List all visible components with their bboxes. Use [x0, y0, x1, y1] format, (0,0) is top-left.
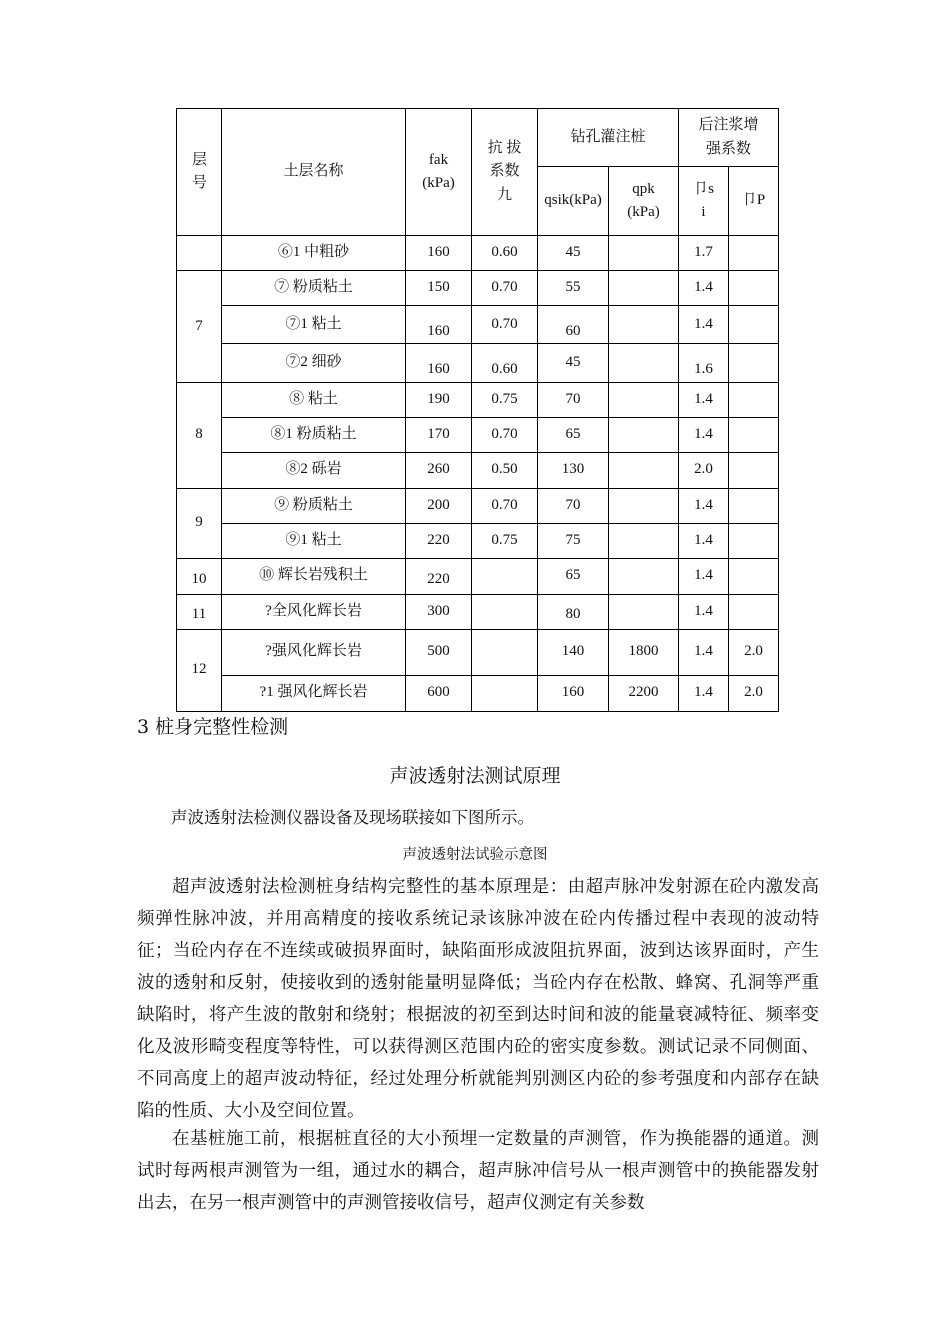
qpk-cell [609, 594, 679, 629]
table-row [177, 558, 779, 594]
beta-si-cell: 1.4 [679, 675, 729, 711]
fak-cell: 200 [406, 488, 472, 523]
qsik-cell: 70 [538, 382, 609, 417]
layer-no-cell: 12 [177, 629, 222, 711]
soil-name-cell: ?1 强风化辉长岩 [222, 675, 406, 711]
header-qpk: qpk (kPa) [609, 167, 679, 236]
qsik-cell: 140 [538, 629, 609, 675]
beta-si-cell: 2.0 [679, 452, 729, 488]
procedure-paragraph: 在基桩施工前，根据桩直径的大小预埋一定数量的声测管，作为换能器的通道。测试时每两根声测管为一组，通过水的耦合，超声脉冲信号从一根声测管中的换能器发射出去，在另一根声测管中的声测管接收信号，超声仪测定有关参数 [137, 1129, 819, 1213]
soil-name-cell: ⑧2 砾岩 [222, 452, 406, 488]
beta-si-cell: 1.4 [679, 417, 729, 452]
beta-si-cell: 1.4 [679, 558, 729, 594]
qpk-cell [609, 452, 679, 488]
soil-name-cell: ?全风化辉长岩 [222, 594, 406, 629]
fak-cell: 220 [406, 523, 472, 558]
beta-si-cell: 1.4 [679, 306, 729, 344]
layer-no-cell: 9 [177, 488, 222, 558]
fak-cell: 300 [406, 594, 472, 629]
soil-name-cell: ⑥1 中粗砂 [222, 236, 406, 271]
fak-cell: 150 [406, 271, 472, 306]
section-heading: 3 桩身完整性检测 [137, 716, 289, 738]
table-row [177, 271, 779, 306]
beta-si-cell: 1.6 [679, 344, 729, 382]
fak-cell: 160 [406, 236, 472, 271]
figure-caption: 声波透射法试验示意图 [402, 847, 548, 863]
uplift-cell [472, 675, 538, 711]
qsik-cell: 45 [538, 344, 609, 382]
uplift-cell: 0.70 [472, 488, 538, 523]
table-row [177, 344, 779, 382]
fak-cell: 260 [406, 452, 472, 488]
layer-no-cell [177, 236, 222, 271]
table-row [177, 452, 779, 488]
uplift-cell [472, 558, 538, 594]
beta-p-cell [729, 382, 779, 417]
table-row [177, 675, 779, 711]
soil-name-cell: ⑧1 粉质粘土 [222, 417, 406, 452]
layer-no-cell: 7 [177, 271, 222, 383]
header-beta-p: 卩P [729, 167, 779, 236]
fak-cell: 190 [406, 382, 472, 417]
beta-p-cell [729, 306, 779, 344]
beta-p-cell [729, 271, 779, 306]
qpk-cell: 2200 [609, 675, 679, 711]
table-row [177, 417, 779, 452]
beta-p-cell [729, 488, 779, 523]
soil-name-cell: ⑦2 细砂 [222, 344, 406, 382]
beta-p-cell [729, 344, 779, 382]
header-bored-pile: 钻孔灌注桩 [538, 109, 679, 167]
qsik-cell: 65 [538, 417, 609, 452]
qpk-cell [609, 306, 679, 344]
qpk-cell [609, 344, 679, 382]
qsik-cell: 75 [538, 523, 609, 558]
uplift-cell: 0.70 [472, 271, 538, 306]
qsik-cell: 60 [538, 306, 609, 344]
beta-p-cell [729, 452, 779, 488]
table-row [177, 236, 779, 271]
header-post-grouting: 后注浆增强系数 [679, 109, 779, 167]
qpk-cell [609, 271, 679, 306]
uplift-cell [472, 629, 538, 675]
qsik-cell: 55 [538, 271, 609, 306]
beta-si-cell: 1.4 [679, 271, 729, 306]
qpk-cell [609, 488, 679, 523]
qsik-cell: 70 [538, 488, 609, 523]
beta-p-cell [729, 523, 779, 558]
qsik-cell: 130 [538, 452, 609, 488]
table-row [177, 523, 779, 558]
table-row [177, 594, 779, 629]
beta-p-cell: 2.0 [729, 675, 779, 711]
beta-si-cell: 1.4 [679, 488, 729, 523]
beta-si-cell: 1.7 [679, 236, 729, 271]
uplift-cell: 0.70 [472, 417, 538, 452]
table-row [177, 488, 779, 523]
qsik-cell: 45 [538, 236, 609, 271]
beta-si-cell: 1.4 [679, 382, 729, 417]
beta-si-cell: 1.4 [679, 629, 729, 675]
beta-p-cell [729, 594, 779, 629]
uplift-cell: 0.75 [472, 523, 538, 558]
soil-name-cell: ⑩ 辉长岩残积土 [222, 558, 406, 594]
qpk-cell [609, 236, 679, 271]
soil-name-cell: ⑦1 粘土 [222, 306, 406, 344]
fak-cell: 220 [406, 558, 472, 594]
beta-si-cell: 1.4 [679, 523, 729, 558]
beta-p-cell [729, 558, 779, 594]
fak-cell: 500 [406, 629, 472, 675]
beta-si-cell: 1.4 [679, 594, 729, 629]
header-layer-no: 层号 [177, 109, 222, 236]
header-beta-si: 卩si [679, 167, 729, 236]
soil-name-cell: ?强风化辉长岩 [222, 629, 406, 675]
qpk-cell: 1800 [609, 629, 679, 675]
fak-cell: 160 [406, 344, 472, 382]
header-qsik: qsik(kPa) [538, 167, 609, 236]
fak-cell: 600 [406, 675, 472, 711]
qpk-cell [609, 417, 679, 452]
uplift-cell: 0.50 [472, 452, 538, 488]
soil-name-cell: ⑦ 粉质粘土 [222, 271, 406, 306]
header-fak: fak (kPa) [406, 109, 472, 236]
qsik-cell: 65 [538, 558, 609, 594]
qpk-cell [609, 382, 679, 417]
beta-p-cell [729, 417, 779, 452]
subsection-title: 声波透射法测试原理 [389, 765, 561, 787]
qsik-cell: 80 [538, 594, 609, 629]
uplift-cell: 0.60 [472, 236, 538, 271]
layer-no-cell: 10 [177, 558, 222, 594]
soil-parameter-table [176, 108, 779, 712]
uplift-cell: 0.70 [472, 306, 538, 344]
beta-p-cell: 2.0 [729, 629, 779, 675]
qpk-cell [609, 523, 679, 558]
uplift-cell: 0.60 [472, 344, 538, 382]
fak-cell: 170 [406, 417, 472, 452]
qsik-cell: 160 [538, 675, 609, 711]
intro-sentence: 声波透射法检测仪器设备及现场联接如下图所示。 [171, 808, 534, 827]
header-soil-name: 土层名称 [222, 109, 406, 236]
header-uplift-coefficient: 抗 拔 系数 九 [472, 109, 538, 236]
soil-name-cell: ⑨ 粉质粘土 [222, 488, 406, 523]
layer-no-cell: 11 [177, 594, 222, 629]
soil-name-cell: ⑨1 粘土 [222, 523, 406, 558]
beta-p-cell [729, 236, 779, 271]
fak-cell: 160 [406, 306, 472, 344]
layer-no-cell: 8 [177, 382, 222, 488]
principle-paragraph: 超声波透射法检测桩身结构完整性的基本原理是：由超声脉冲发射源在砼内激发高频弹性脉冲波，并用高精度的接收系统记录该脉冲波在砼内传播过程中表现的波动特征；当砼内存在不连续或破损界面时，缺陷面形成波阻抗界面，波到达该界面时，产生波的透射和反射，使接收到的透射能量明显降低；当砼内存在松散、蜂窝、孔洞等严重缺陷时，将产生波的散射和绕射；根据波的初至到达时间和波的能量衰减特征、频率变化及波形畸变程度等特性，可以获得测区范围内砼的密实度参数。测试记录不同侧面、不同高度上的超声波动特征，经过处理分析就能判别测区内砼的参考强度和内部存在缺陷的性质、大小及空间位置。 [137, 877, 819, 1121]
uplift-cell: 0.75 [472, 382, 538, 417]
qpk-cell [609, 558, 679, 594]
table-row [177, 306, 779, 344]
uplift-cell [472, 594, 538, 629]
table-row [177, 629, 779, 675]
soil-name-cell: ⑧ 粘土 [222, 382, 406, 417]
table-row [177, 382, 779, 417]
